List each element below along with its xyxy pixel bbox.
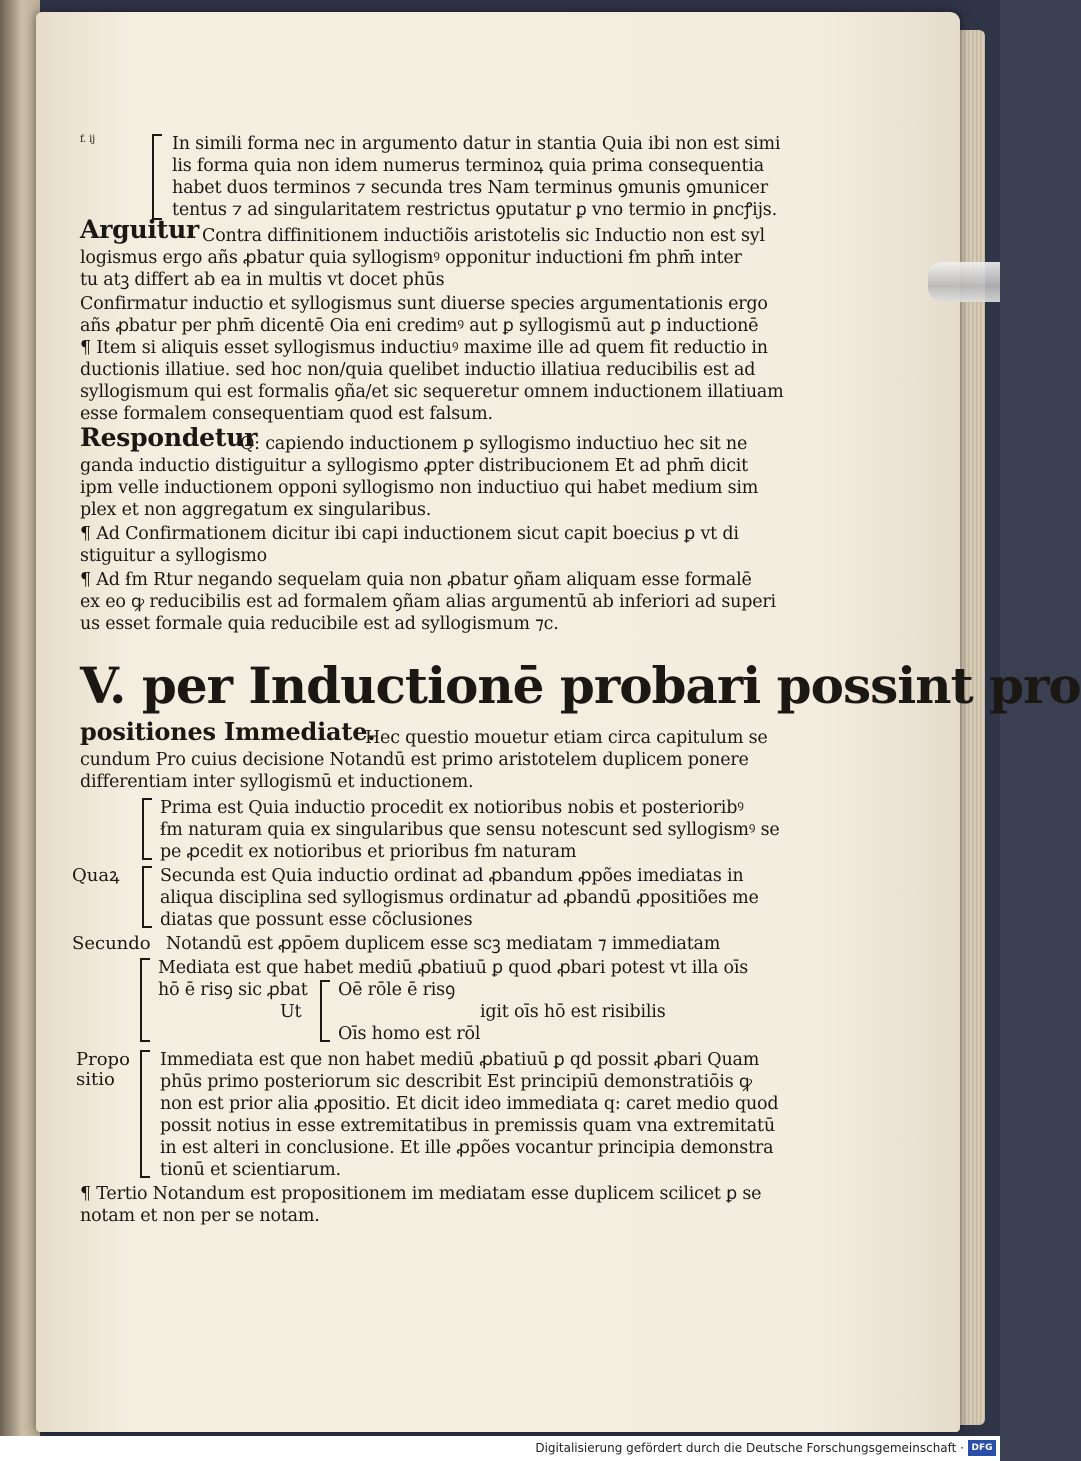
page-clip <box>928 262 1000 302</box>
brace <box>140 958 142 1042</box>
text-line: phūs primo posteriorum sic describit Est principiū demonstratiōis ꝙ <box>160 1072 752 1092</box>
text-line: añs ꝓbatur per phm̄ dicentē Oia eni credimꝰ aut ꝑ syllogismū aut ꝑ inductionē <box>80 316 759 336</box>
footer-credit: Digitalisierung gefördert durch die Deutsche Forschungsgemeinschaft · <box>535 1441 964 1455</box>
syllogism-major: Oē rōle ē risꝯ <box>338 980 456 1000</box>
text-line: In simili forma nec in argumento datur in stantia Quia ibi non est simi <box>172 134 781 154</box>
text-line: tu atꝫ differt ab ea in multis vt docet phūs <box>80 270 445 290</box>
text-line: ¶ Item si aliquis esset syllogismus inductiuꝰ maxime ille ad quem fit reductio in <box>80 338 768 358</box>
text-line: tentus ⁊ ad singularitatem restrictus ꝯputatur ꝑ vno termio in ꝑncꝭijs. <box>172 200 777 220</box>
text-line: diatas que possunt esse cõclusiones <box>160 910 473 930</box>
text-line: Hec questio mouetur etiam circa capitulum se <box>365 728 768 748</box>
text-line: Mediata est que habet mediū ꝓbatiuū ꝑ quod ꝓbari potest vt illa oīs <box>158 958 749 978</box>
text-line: logismus ergo añs ꝓbatur quia syllogismꝰ opponitur inductioni ẜm phm̄ inter <box>80 248 742 268</box>
text-line: ipm velle inductionem opponi syllogismo non inductiuo qui habet medium sim <box>80 478 759 498</box>
text-line: habet duos terminos ⁊ secunda tres Nam terminus ꝯmunis ꝯmunicer <box>172 178 768 198</box>
dfg-logo: DFG <box>968 1440 996 1456</box>
book-left-edge <box>0 0 40 1440</box>
text-line: pe ꝓcedit ex notioribus et prioribus ẜm naturam <box>160 842 577 862</box>
syllogism-ut: Ut <box>280 1002 302 1022</box>
folio-mark: f. ij <box>80 134 96 145</box>
section-word-respondetur: Respondetur <box>80 423 258 452</box>
text-line: ex eo ꝙ reducibilis est ad formalem ꝯñam alias argumentū ab inferiori ad superi <box>80 592 776 612</box>
text-line: ẜm naturam quia ex singularibus que sensu notescunt sed syllogismꝰ se <box>160 820 780 840</box>
text-line: ductionis illatiue. sed hoc non/quia quelibet inductio illatiua reducibilis est ad <box>80 360 756 380</box>
question-heading: V. per Inductionē probari possint pro <box>80 656 1081 715</box>
section-word-arguitur: Arguitur <box>80 215 200 244</box>
text-line: Immediata est que non habet mediū ꝓbatiuū ꝑ qd possit ꝓbari Quam <box>160 1050 760 1070</box>
text-line: in est alteri in conclusione. Et ille ꝓpões vocantur principia demonstra <box>160 1138 774 1158</box>
text-line: notam et non per se notam. <box>80 1206 320 1226</box>
text-line: Prima est Quia inductio procedit ex notioribus nobis et posterioribꝰ <box>160 798 744 818</box>
brace <box>142 798 144 860</box>
brace <box>142 866 144 928</box>
brace <box>140 1050 142 1178</box>
text-line: Confirmatur inductio et syllogismus sunt diuerse species argumentationis ergo <box>80 294 768 314</box>
syllogism-minor: Oīs homo est rōl <box>338 1024 481 1044</box>
text-line: Secunda est Quia inductio ordinat ad ꝓbandum ꝓpões imediatas in <box>160 866 744 886</box>
text-line: aliqua disciplina sed syllogismus ordinatur ad ꝓbandū ꝓpositiões me <box>160 888 759 908</box>
text-line: possit notius in esse extremitatibus in premissis quam vna extremitatū <box>160 1116 775 1136</box>
book-page <box>36 12 1081 1432</box>
question-heading-cont: positiones Immediate. <box>80 717 376 746</box>
text-line: non est prior alia ꝓpositio. Et dicit ideo immediata q: caret medio quod <box>160 1094 779 1114</box>
text-line: differentiam inter syllogismū et inductionem. <box>80 772 474 792</box>
text-line: stiguitur a syllogismo <box>80 546 268 566</box>
text-line: Notandū est ꝓpōem duplicem esse scꝫ mediatam ⁊ immediatam <box>166 934 721 954</box>
margin-note-propositio: Propo <box>76 1049 130 1070</box>
text-line: plex et non aggregatum ex singularibus. <box>80 500 432 520</box>
text-line: us esset formale quia reducibile est ad syllogismum ⁊c. <box>80 614 559 634</box>
margin-note-propositio: sitio <box>76 1069 115 1090</box>
text-line: cundum Pro cuius decisione Notandū est primo aristotelem duplicem ponere <box>80 750 749 770</box>
text-line: tionū et scientiarum. <box>160 1160 341 1180</box>
syllogism-conclusion: igit oīs hō est risibilis <box>480 1002 666 1022</box>
text-line: ¶ Tertio Notandum est propositionem im mediatam esse duplicem scilicet ꝑ se <box>80 1184 762 1204</box>
text-line: Contra diffinitionem inductiõis aristotelis sic Inductio non est syl <box>202 226 765 246</box>
brace <box>152 134 154 220</box>
text-line: lis forma quia non idem numerus terminoꝝ quia prima consequentia <box>172 156 764 176</box>
margin-note-secundo: Secundo <box>72 933 151 954</box>
text-line: ganda inductio distiguitur a syllogismo ꝓpter distribucionem Et ad phm̄ dicit <box>80 456 749 476</box>
text-line: ¶ Ad ẜm Rtur negando sequelam quia non ꝓbatur ꝯñam aliquam esse formalē <box>80 570 752 590</box>
text-line: syllogismum qui est formalis ꝯña/et sic sequeretur omnem inductionem illatiuam <box>80 382 784 402</box>
brace <box>320 980 322 1042</box>
text-line: Q: capiendo inductionem ꝑ syllogismo inductiuo hec sit ne <box>240 434 748 454</box>
margin-note-quaz: Quaꝝ <box>72 865 120 886</box>
text-line: esse formalem consequentiam quod est falsum. <box>80 404 493 424</box>
text-line: hō ē risꝯ sic ꝓbat <box>158 980 308 1000</box>
text-line: ¶ Ad Confirmationem dicitur ibi capi inductionem sicut capit boecius ꝑ vt di <box>80 524 739 544</box>
